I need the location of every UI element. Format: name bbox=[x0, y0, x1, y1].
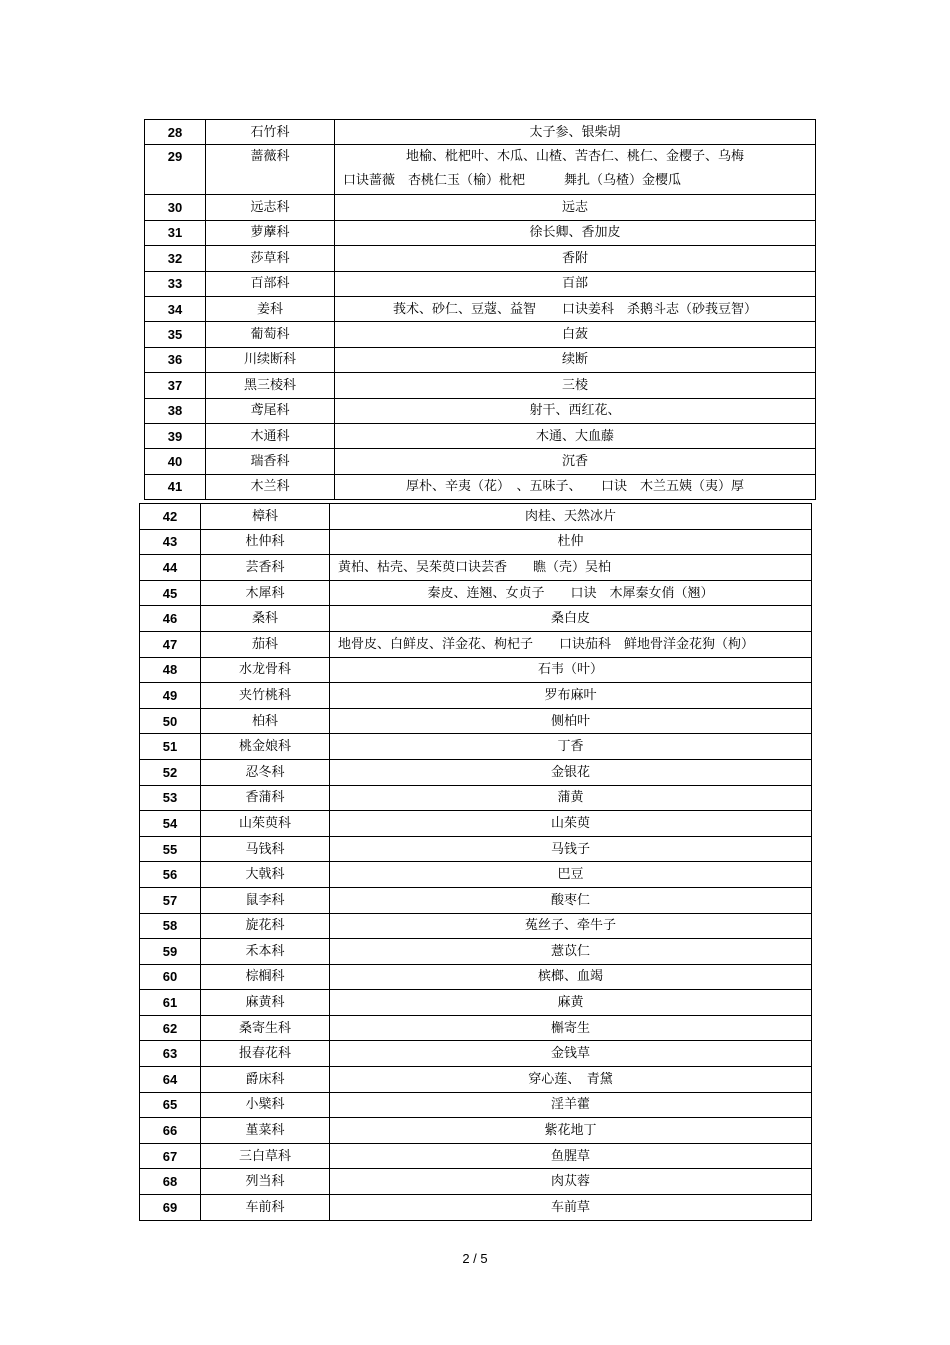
family-name: 木通科 bbox=[206, 423, 335, 448]
herb-list: 太子参、银柴胡 bbox=[335, 120, 816, 145]
herb-list: 麻黄 bbox=[330, 990, 812, 1016]
row-number: 54 bbox=[140, 811, 201, 837]
herb-list: 木通、大血藤 bbox=[335, 423, 816, 448]
table-row bbox=[140, 683, 812, 709]
herb-list: 蒲黄 bbox=[330, 785, 812, 811]
row-number: 62 bbox=[140, 1015, 201, 1041]
row-number: 57 bbox=[140, 887, 201, 913]
row-number: 67 bbox=[140, 1143, 201, 1169]
row-number: 65 bbox=[140, 1092, 201, 1118]
family-name: 葡萄科 bbox=[206, 322, 335, 347]
herb-list: 石韦（叶） bbox=[330, 657, 812, 683]
row-number: 31 bbox=[145, 220, 206, 245]
herb-list: 肉桂、天然冰片 bbox=[330, 504, 812, 530]
table-row bbox=[140, 555, 812, 581]
row-number: 32 bbox=[145, 246, 206, 271]
family-name: 川续断科 bbox=[206, 347, 335, 372]
family-name: 樟科 bbox=[201, 504, 330, 530]
table-row bbox=[145, 373, 816, 398]
row-number: 37 bbox=[145, 373, 206, 398]
family-name: 忍冬科 bbox=[201, 759, 330, 785]
table-row bbox=[140, 734, 812, 760]
herb-list: 射干、西红花、 bbox=[335, 398, 816, 423]
table-row bbox=[140, 708, 812, 734]
herb-list: 杜仲 bbox=[330, 529, 812, 555]
row-number: 56 bbox=[140, 862, 201, 888]
row-number: 51 bbox=[140, 734, 201, 760]
herb-list: 续断 bbox=[335, 347, 816, 372]
herb-list: 紫花地丁 bbox=[330, 1118, 812, 1144]
table-row bbox=[145, 145, 816, 195]
herb-list: 白蔹 bbox=[335, 322, 816, 347]
table-row bbox=[140, 1041, 812, 1067]
row-number: 38 bbox=[145, 398, 206, 423]
row-number: 53 bbox=[140, 785, 201, 811]
table-row bbox=[140, 1067, 812, 1093]
table-row bbox=[140, 990, 812, 1016]
row-number: 46 bbox=[140, 606, 201, 632]
table-row bbox=[145, 474, 816, 499]
row-number: 60 bbox=[140, 964, 201, 990]
herb-list-line1: 地榆、枇杷叶、木瓜、山楂、苦杏仁、桃仁、金樱子、乌梅 bbox=[405, 149, 744, 165]
row-number: 66 bbox=[140, 1118, 201, 1144]
herb-list: 穿心莲、 青黛 bbox=[330, 1067, 812, 1093]
herb-list: 厚朴、辛夷（花） 、五味子、 口诀 木兰五姨（夷）厚 bbox=[335, 474, 816, 499]
herb-list: 山茱萸 bbox=[330, 811, 812, 837]
herb-list: 秦皮、连翘、女贞子 口诀 木犀秦女俏（翘） bbox=[330, 580, 812, 606]
table-row bbox=[145, 449, 816, 474]
herb-list: 远志 bbox=[335, 195, 816, 220]
herb-list: 槟榔、血竭 bbox=[330, 964, 812, 990]
herb-list: 沉香 bbox=[335, 449, 816, 474]
family-name: 蔷薇科 bbox=[206, 145, 335, 195]
herb-table-part2 bbox=[139, 503, 812, 1221]
herb-list: 香附 bbox=[335, 246, 816, 271]
herb-list: 罗布麻叶 bbox=[330, 683, 812, 709]
herb-list: 酸枣仁 bbox=[330, 887, 812, 913]
table-row bbox=[145, 347, 816, 372]
herb-table-part2-body bbox=[140, 504, 812, 1221]
family-name: 水龙骨科 bbox=[201, 657, 330, 683]
family-name: 报春花科 bbox=[201, 1041, 330, 1067]
family-name: 列当科 bbox=[201, 1169, 330, 1195]
family-name: 莎草科 bbox=[206, 246, 335, 271]
family-name: 黑三棱科 bbox=[206, 373, 335, 398]
row-number: 43 bbox=[140, 529, 201, 555]
family-name: 车前科 bbox=[201, 1195, 330, 1221]
herb-list: 肉苁蓉 bbox=[330, 1169, 812, 1195]
table-row bbox=[140, 1118, 812, 1144]
row-number: 63 bbox=[140, 1041, 201, 1067]
row-number: 55 bbox=[140, 836, 201, 862]
family-name: 芸香科 bbox=[201, 555, 330, 581]
row-number: 42 bbox=[140, 504, 201, 530]
row-number: 50 bbox=[140, 708, 201, 734]
herb-list: 菟丝子、牵牛子 bbox=[330, 913, 812, 939]
family-name: 木兰科 bbox=[206, 474, 335, 499]
row-number: 36 bbox=[145, 347, 206, 372]
family-name: 山茱萸科 bbox=[201, 811, 330, 837]
row-number: 48 bbox=[140, 657, 201, 683]
family-name: 瑞香科 bbox=[206, 449, 335, 474]
table-row bbox=[140, 811, 812, 837]
family-name: 石竹科 bbox=[206, 120, 335, 145]
family-name: 鸢尾科 bbox=[206, 398, 335, 423]
table-row bbox=[145, 120, 816, 145]
row-number: 49 bbox=[140, 683, 201, 709]
table-row bbox=[140, 657, 812, 683]
row-number: 52 bbox=[140, 759, 201, 785]
family-name: 桑寄生科 bbox=[201, 1015, 330, 1041]
family-name: 大戟科 bbox=[201, 862, 330, 888]
table-row bbox=[145, 398, 816, 423]
herb-list: 鱼腥草 bbox=[330, 1143, 812, 1169]
herb-mnemonic-line: 口诀蔷薇 杏桃仁玉（榆）枇杷 舞扎（乌楂）金樱瓜 bbox=[343, 173, 682, 189]
family-name: 棕榈科 bbox=[201, 964, 330, 990]
table-row bbox=[140, 1195, 812, 1221]
herb-list: 车前草 bbox=[330, 1195, 812, 1221]
family-name: 禾本科 bbox=[201, 939, 330, 965]
family-name: 三白草科 bbox=[201, 1143, 330, 1169]
family-name: 小檗科 bbox=[201, 1092, 330, 1118]
family-name: 远志科 bbox=[206, 195, 335, 220]
table-row bbox=[140, 529, 812, 555]
table-row bbox=[145, 246, 816, 271]
herb-list: 桑白皮 bbox=[330, 606, 812, 632]
table-row bbox=[140, 759, 812, 785]
family-name: 木犀科 bbox=[201, 580, 330, 606]
row-number: 64 bbox=[140, 1067, 201, 1093]
row-number: 28 bbox=[145, 120, 206, 145]
table-row bbox=[140, 504, 812, 530]
herb-list: 侧柏叶 bbox=[330, 708, 812, 734]
table-row bbox=[140, 1143, 812, 1169]
row-number: 58 bbox=[140, 913, 201, 939]
table-row bbox=[140, 1169, 812, 1195]
herb-list: 三棱 bbox=[335, 373, 816, 398]
row-number: 30 bbox=[145, 195, 206, 220]
row-number: 47 bbox=[140, 631, 201, 657]
row-number: 45 bbox=[140, 580, 201, 606]
row-number: 35 bbox=[145, 322, 206, 347]
herb-list: 金银花 bbox=[330, 759, 812, 785]
herb-list: 淫羊藿 bbox=[330, 1092, 812, 1118]
herb-list: 丁香 bbox=[330, 734, 812, 760]
herb-table-part1 bbox=[144, 119, 816, 500]
herb-list: 地骨皮、白鲜皮、洋金花、枸杞子 口诀茄科 鲜地骨洋金花狗（枸） bbox=[330, 631, 812, 657]
table-row bbox=[145, 296, 816, 321]
family-name: 夹竹桃科 bbox=[201, 683, 330, 709]
family-name: 萝藦科 bbox=[206, 220, 335, 245]
family-name: 姜科 bbox=[206, 296, 335, 321]
table-row bbox=[140, 1015, 812, 1041]
row-number: 40 bbox=[145, 449, 206, 474]
table-row bbox=[140, 887, 812, 913]
family-name: 桃金娘科 bbox=[201, 734, 330, 760]
row-number: 61 bbox=[140, 990, 201, 1016]
table-row bbox=[145, 220, 816, 245]
row-number: 44 bbox=[140, 555, 201, 581]
herb-list: 巴豆 bbox=[330, 862, 812, 888]
herb-list: 徐长卿、香加皮 bbox=[335, 220, 816, 245]
row-number: 41 bbox=[145, 474, 206, 499]
family-name: 马钱科 bbox=[201, 836, 330, 862]
family-name: 百部科 bbox=[206, 271, 335, 296]
herb-list: 百部 bbox=[335, 271, 816, 296]
table-row bbox=[140, 913, 812, 939]
family-name: 鼠李科 bbox=[201, 887, 330, 913]
family-name: 柏科 bbox=[201, 708, 330, 734]
row-number: 34 bbox=[145, 296, 206, 321]
table-row bbox=[145, 271, 816, 296]
table-row bbox=[140, 606, 812, 632]
herb-list: 马钱子 bbox=[330, 836, 812, 862]
row-number: 39 bbox=[145, 423, 206, 448]
row-number: 29 bbox=[145, 145, 206, 195]
row-number: 68 bbox=[140, 1169, 201, 1195]
table-row bbox=[140, 1092, 812, 1118]
family-name: 麻黄科 bbox=[201, 990, 330, 1016]
family-name: 香蒲科 bbox=[201, 785, 330, 811]
row-number: 69 bbox=[140, 1195, 201, 1221]
table-row bbox=[145, 423, 816, 448]
table-row bbox=[145, 195, 816, 220]
table-row bbox=[145, 322, 816, 347]
table-row bbox=[140, 785, 812, 811]
family-name: 堇菜科 bbox=[201, 1118, 330, 1144]
family-name: 旋花科 bbox=[201, 913, 330, 939]
page-number: 2 / 5 bbox=[462, 1251, 488, 1266]
herb-list bbox=[335, 145, 816, 195]
herb-list: 槲寄生 bbox=[330, 1015, 812, 1041]
family-name: 杜仲科 bbox=[201, 529, 330, 555]
herb-list: 金钱草 bbox=[330, 1041, 812, 1067]
table-row bbox=[140, 580, 812, 606]
table-row bbox=[140, 862, 812, 888]
row-number: 33 bbox=[145, 271, 206, 296]
table-row bbox=[140, 964, 812, 990]
family-name: 桑科 bbox=[201, 606, 330, 632]
table-row bbox=[140, 939, 812, 965]
family-name: 爵床科 bbox=[201, 1067, 330, 1093]
table-row bbox=[140, 836, 812, 862]
row-number: 59 bbox=[140, 939, 201, 965]
table-row bbox=[140, 631, 812, 657]
herb-list: 黄柏、枯壳、吴茱萸口诀芸香 瞧（壳）吴柏 bbox=[330, 555, 812, 581]
herb-list: 薏苡仁 bbox=[330, 939, 812, 965]
herb-list: 莪术、砂仁、豆蔻、益智 口诀姜科 杀鹅斗志（砂莪豆智） bbox=[335, 296, 816, 321]
family-name: 茄科 bbox=[201, 631, 330, 657]
herb-table-part1-body bbox=[145, 120, 816, 500]
